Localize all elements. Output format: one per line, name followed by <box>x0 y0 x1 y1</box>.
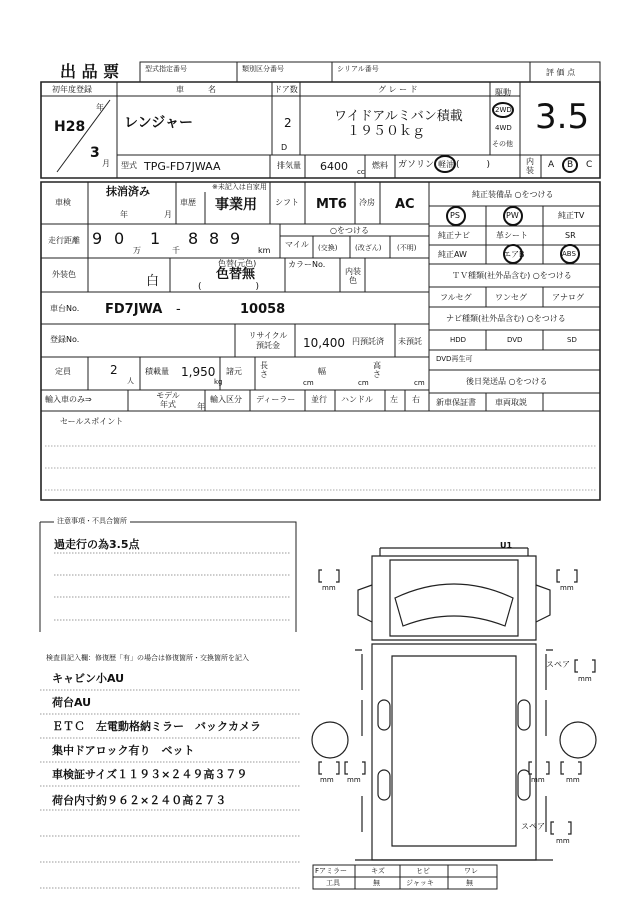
equip-leather: 革シート <box>496 231 528 240</box>
width-label: 幅 <box>318 367 326 376</box>
class-num-label: 類別区分番号 <box>242 65 284 73</box>
km-unit: km <box>258 246 271 255</box>
height-cm: cm <box>414 379 425 387</box>
mm-label: mm <box>531 776 545 784</box>
altered-label: (改ざん) <box>355 244 382 252</box>
later-manual: 車両取説 <box>495 398 527 407</box>
inspector-title: 検査員記入欄：修復歴「有」の場合は修復箇所・交換箇所を記入 <box>46 654 249 662</box>
spare-label: スペア <box>521 822 545 831</box>
mileage-digit: 9 <box>92 229 103 248</box>
capacity-value: 2 <box>110 363 118 377</box>
notes-line1: 過走行の為3.5点 <box>54 538 140 551</box>
shift-value: MT6 <box>316 197 347 212</box>
exchange-label: (交換) <box>318 244 338 252</box>
legend-value: 無 <box>373 879 380 887</box>
inspection-month: 月 <box>164 210 172 219</box>
score-value: 3.5 <box>535 97 590 137</box>
mileage-digit: 8 <box>188 229 199 248</box>
ac-label: 冷房 <box>359 198 375 207</box>
import-label: 輸入車のみ⇒ <box>45 395 92 404</box>
man-unit: 万 <box>133 246 141 255</box>
nav-dvd: DVD <box>507 336 523 344</box>
interior-label: 内装 <box>526 157 534 175</box>
chassis-number: 10058 <box>240 302 286 317</box>
equip-navi: 純正ナビ <box>438 231 470 240</box>
equip-ps: PS <box>450 211 460 220</box>
score-label: 評 価 点 <box>546 68 576 77</box>
legend-value: 無 <box>466 879 473 887</box>
later-warranty: 新車保証書 <box>436 398 476 407</box>
nav-dvd-playback: DVD再生可 <box>436 355 473 363</box>
width-cm: cm <box>358 379 369 387</box>
interior-c: C <box>586 160 593 170</box>
unknown-label: (不明) <box>397 244 417 252</box>
later-title: 後日発送品 ○をつける <box>466 377 548 386</box>
nav-title: ナビ種類(社外品含む) ○をつける <box>446 314 566 323</box>
serial-label: シリアル番号 <box>337 65 379 73</box>
drive-4wd: 4WD <box>495 124 512 132</box>
notes-title: 注意事項・不具合箇所 <box>54 518 130 525</box>
yen-paid: 円預託済 <box>352 337 384 346</box>
drive-2wd: 2WD <box>495 106 512 114</box>
capacity-label: 定員 <box>55 367 71 376</box>
circle-note: ○をつける <box>330 226 369 235</box>
sales-point-label: セールスポイント <box>60 417 124 426</box>
tv-oneseg: ワンセグ <box>495 293 527 302</box>
color-no-label: カラーNo. <box>288 260 326 269</box>
chassis-label: 車台No. <box>50 304 80 313</box>
person-unit: 人 <box>127 377 134 385</box>
reg-month: 3 <box>90 145 100 161</box>
model-num-label: 型式指定番号 <box>145 65 187 73</box>
equip-airbag: エアB <box>503 250 525 259</box>
kg-unit: kg <box>214 378 223 386</box>
legend-header: ヒビ <box>416 867 430 875</box>
door-unit: D <box>281 143 288 152</box>
import-category: 輸入区分 <box>210 395 242 404</box>
interior-b: B <box>567 160 574 170</box>
recycle-label: リサイクル 預託金 <box>248 331 288 350</box>
import-parallel: 並行 <box>311 395 327 404</box>
inspection-value: 抹消済み <box>106 185 150 198</box>
legend-header: ワレ <box>464 867 478 875</box>
mm-label: mm <box>556 837 570 845</box>
mm-label: mm <box>578 675 592 683</box>
drive-other: その他 <box>492 140 513 148</box>
model-label: 型式 <box>121 161 137 170</box>
load-label: 積載量 <box>145 367 169 376</box>
doors-label: ドア数 <box>274 85 298 94</box>
history-value: 事業用 <box>215 197 257 213</box>
original-color-label: 色替(元色) <box>218 259 257 268</box>
unpaid: 未預託 <box>398 337 422 346</box>
mm-label: mm <box>347 776 361 784</box>
import-right: 右 <box>412 395 420 404</box>
fuel-other: ( ) <box>456 160 491 170</box>
doors-value: 2 <box>284 116 292 130</box>
equipment-title: 純正装備品 ○をつける <box>472 190 554 199</box>
mileage-digit: 8 <box>209 229 220 248</box>
inspector-line: 集中ドアロック有り ベット <box>52 744 195 757</box>
chassis-prefix: FD7JWA <box>105 302 163 317</box>
mm-label: mm <box>320 776 334 784</box>
height-label: 高 さ <box>373 361 381 379</box>
import-year: 年 <box>197 402 205 411</box>
mileage-digit: 1 <box>150 229 161 248</box>
original-color-value: 色替無 <box>216 267 256 282</box>
load-value: 1,950 <box>181 365 216 379</box>
mm-label: mm <box>322 584 336 592</box>
diagram-mark-u1: U1 <box>500 541 513 550</box>
mm-label: mm <box>560 584 574 592</box>
spare-label: スペア <box>546 660 570 669</box>
interior-a: A <box>548 160 555 170</box>
history-note: ※未記入は自家用 <box>212 183 267 191</box>
shift-label: シフト <box>275 198 299 207</box>
inspection-label: 車検 <box>55 198 71 207</box>
nav-hdd: HDD <box>450 336 467 344</box>
mm-label: mm <box>566 776 580 784</box>
tv-analog: アナログ <box>552 293 584 302</box>
reg-year: H28 <box>54 119 86 135</box>
inspector-line: 車検証サイズ１１９３×２４９高３７９ <box>52 768 248 781</box>
first-reg-label: 初年度登録 <box>52 85 92 94</box>
equip-aw: 純正AW <box>438 250 467 259</box>
fuel-diesel: 軽油 <box>438 160 454 169</box>
car-name-label: 車 名 <box>176 85 216 94</box>
tv-fullseg: フルセグ <box>440 293 472 302</box>
recycle-value: 10,400 <box>303 336 345 350</box>
form-title: 出 品 票 <box>60 62 120 81</box>
grade-label: グ レ ー ド <box>378 85 418 94</box>
mile-label: マイル <box>285 240 309 249</box>
sen-unit: 千 <box>172 246 180 255</box>
nav-sd: SD <box>567 336 577 344</box>
inspector-line: 荷台内寸約９６２×２４０高２７３ <box>52 794 227 807</box>
grade-line1: ワイドアルミバン積載 <box>334 109 463 124</box>
model-value: TPG-FD7JWAA <box>144 160 221 173</box>
grade-line2: １９５０ｋｇ <box>347 124 426 139</box>
inspection-year: 年 <box>120 210 128 219</box>
length-label: 長 さ <box>260 361 268 379</box>
legend-value: 工具 <box>326 879 340 887</box>
truck-diagram <box>312 548 596 860</box>
legend-value: ジャッキ <box>406 879 434 887</box>
color-label: 外装色 <box>52 270 76 279</box>
equip-sr: SR <box>565 231 576 240</box>
car-name: レンジャー <box>124 115 194 131</box>
fuel-label: 燃料 <box>372 161 388 170</box>
inspector-line: ＥＴＣ 左電動格納ミラー バックカメラ <box>52 720 261 733</box>
inspector-line: 荷台AU <box>52 696 92 709</box>
displacement-label: 排気量 <box>277 161 301 170</box>
history-label: 車歴 <box>180 198 196 207</box>
color-value: 白 <box>146 274 160 289</box>
interior-color-label: 内装 色 <box>345 267 361 285</box>
import-handle: ハンドル <box>341 395 373 404</box>
registration-label: 登録No. <box>50 335 80 344</box>
inspector-line: キャビン小AU <box>52 672 125 685</box>
mileage-digit: 9 <box>230 229 241 248</box>
displacement-value: 6400 <box>320 160 348 173</box>
import-dealer: ディーラー <box>256 395 296 404</box>
chassis-dash: - <box>176 302 181 317</box>
length-cm: cm <box>303 379 314 387</box>
mileage-label: 走行距離 <box>48 236 80 245</box>
original-color-paren: ( ) <box>198 282 260 292</box>
tv-title: ＴＶ種類(社外品含む) ○をつける <box>452 271 572 280</box>
equip-tv: 純正TV <box>558 211 585 220</box>
legend-header: キズ <box>371 867 385 875</box>
fuel-gasoline: ガソリン <box>398 160 435 170</box>
legend-header: Fアミラー <box>315 867 348 875</box>
equip-abs: ABS <box>562 250 576 258</box>
cc-unit: cc <box>357 168 365 176</box>
import-left: 左 <box>390 395 398 404</box>
ac-value: AC <box>395 197 415 212</box>
model-year-label: モデル 年式 <box>156 391 180 409</box>
year-unit: 年 <box>96 103 104 112</box>
mileage-digit: 0 <box>114 229 125 248</box>
drive-label: 駆動 <box>495 88 511 97</box>
month-unit: 月 <box>102 159 110 168</box>
equip-pw: PW <box>506 211 519 220</box>
spec-label: 諸元 <box>226 367 242 376</box>
